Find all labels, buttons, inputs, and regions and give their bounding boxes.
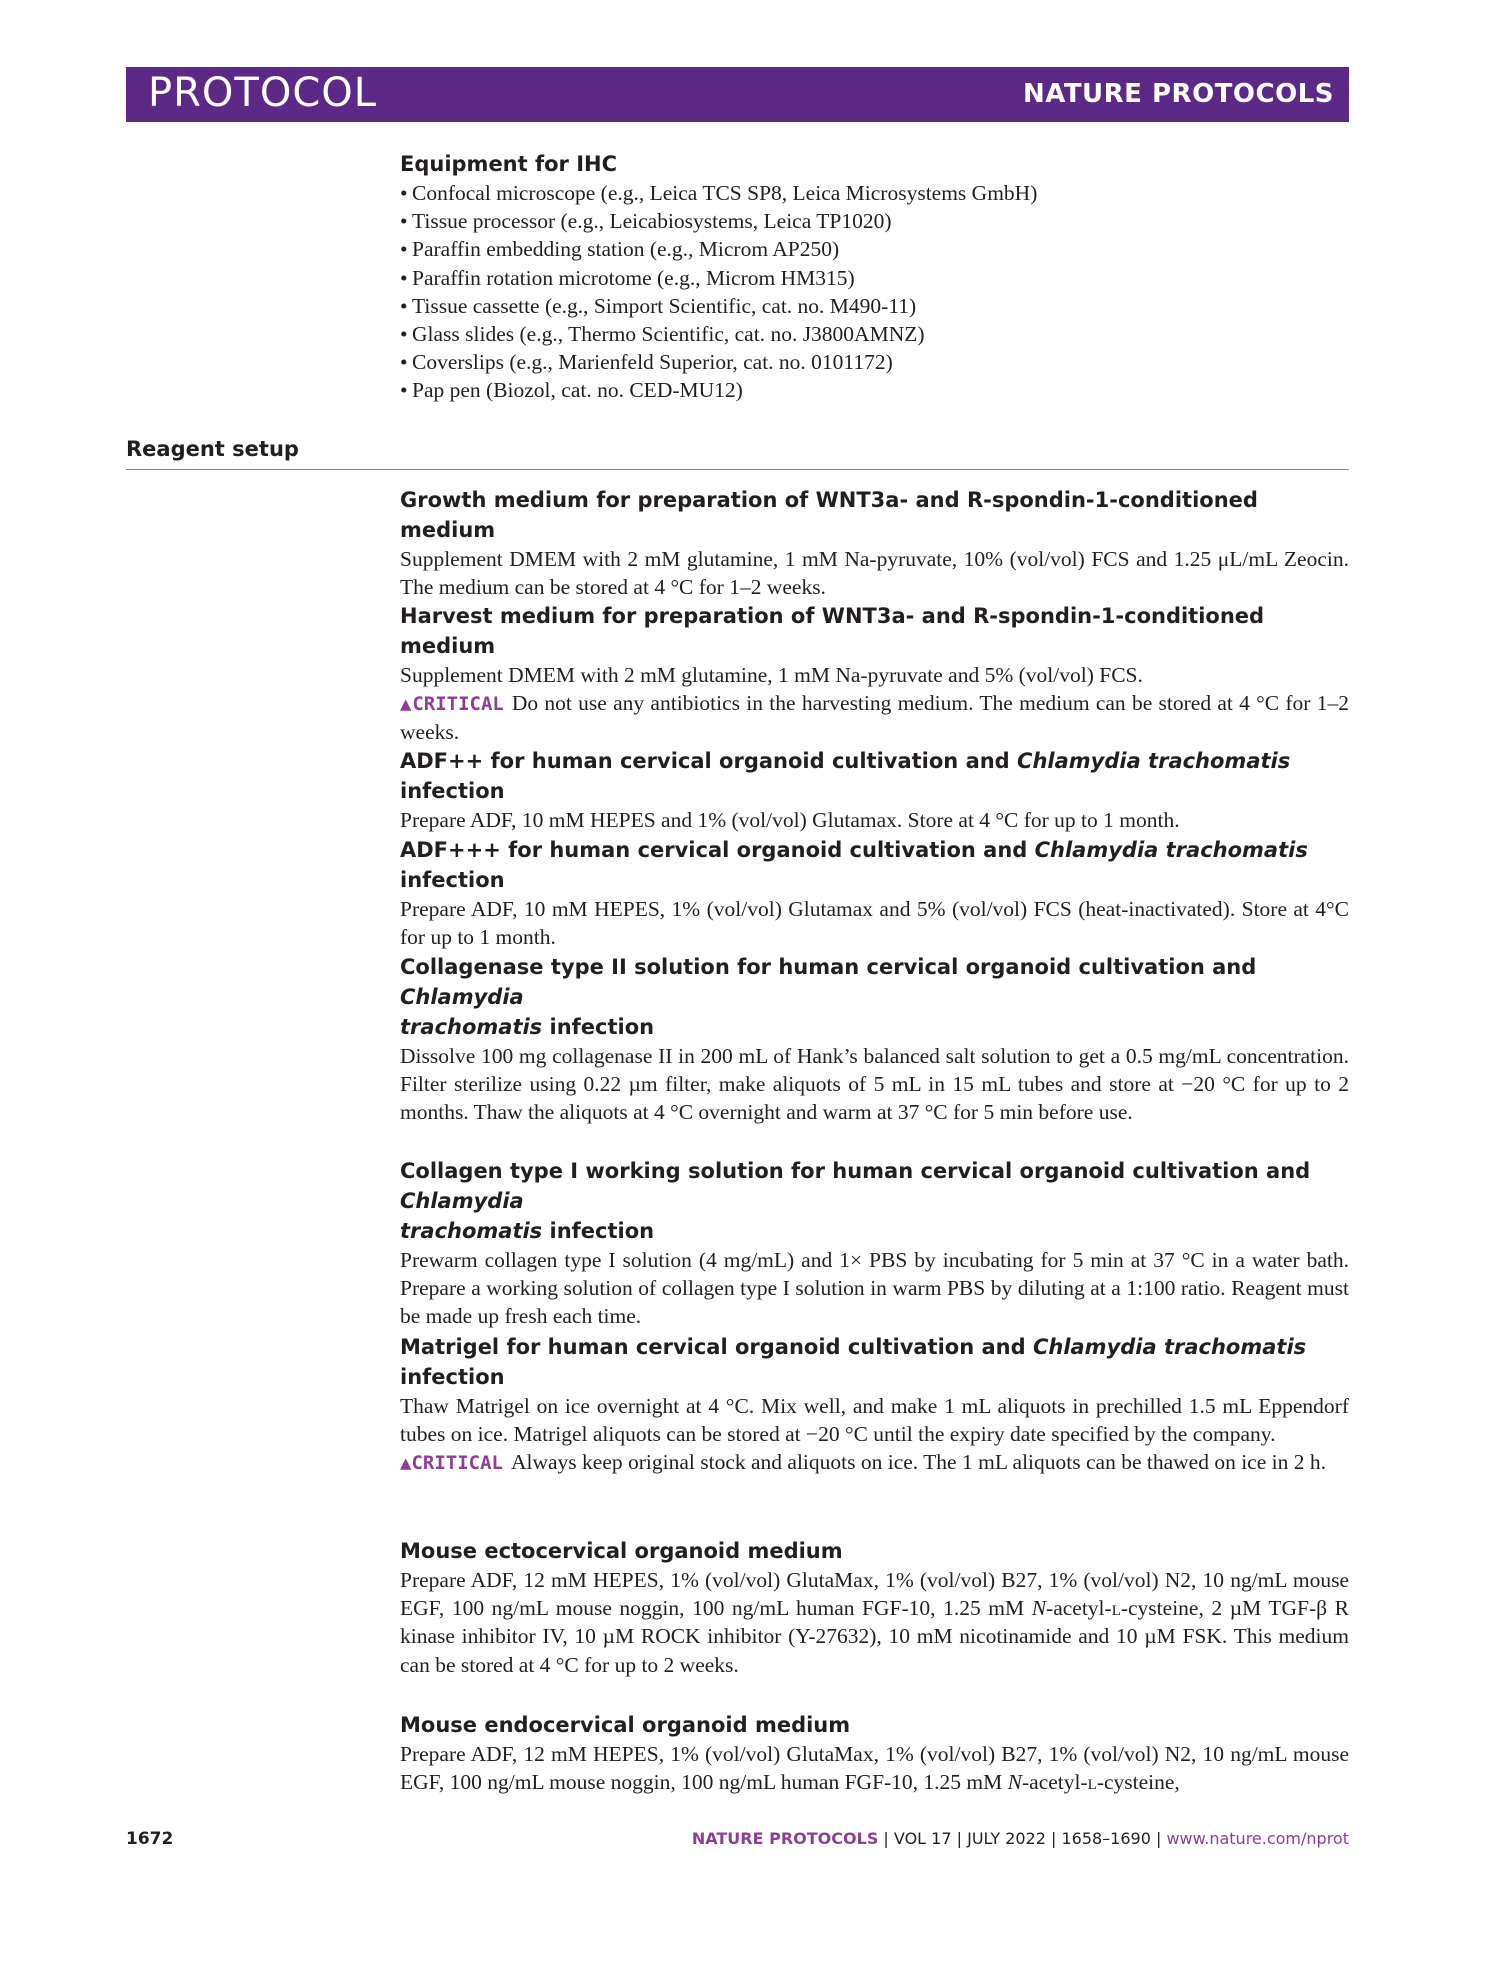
matrigel-text: Thaw Matrigel on ice overnight at 4 °C. Mix well, and make 1 mL aliquots in prechilled 1.5 mL Eppendorf tubes on ice. Matrigel aliquots can be stored at −20 °C until the expiry date specified by the company.: [400, 1394, 1349, 1447]
list-item: • Pap pen (Biozol, cat. no. CED-MU12): [400, 376, 1349, 404]
adf-plus-plus-block: [400, 746, 1349, 834]
list-item: • Tissue cassette (e.g., Simport Scientific, cat. no. M490-11): [400, 292, 1349, 320]
bullet-icon: •: [400, 265, 408, 290]
equipment-heading: Equipment for IHC: [400, 152, 618, 176]
header-section-label: PROTOCOL: [148, 70, 378, 116]
critical-label: ▲CRITICAL: [400, 693, 504, 716]
section-divider: [126, 469, 1349, 470]
adf-plus-plus-plus-heading: ADF+++ for human cervical organoid cultivation and Chlamydia trachomatis infection: [400, 838, 1308, 892]
list-item: • Coverslips (e.g., Marienfeld Superior, cat. no. 0101172): [400, 348, 1349, 376]
critical-label: ▲CRITICAL: [400, 1452, 503, 1475]
growth-medium-heading: Growth medium for preparation of WNT3a- and R-spondin-1-conditioned medium: [400, 488, 1258, 542]
harvest-medium-text: Supplement DMEM with 2 mM glutamine, 1 mM Na-pyruvate and 5% (vol/vol) FCS.: [400, 663, 1143, 687]
footer-url-link[interactable]: www.nature.com/nprot: [1166, 1829, 1349, 1848]
bullet-icon: •: [400, 181, 408, 205]
collagenase-block: [400, 952, 1349, 1127]
harvest-critical-note: ▲CRITICAL Do not use any antibiotics in the harvesting medium. The medium can be stored at 4 °C for 1–2 weeks.: [400, 691, 1349, 745]
adf-plus-plus-text: Prepare ADF, 10 mM HEPES and 1% (vol/vol) Glutamax. Store at 4 °C for up to 1 month.: [400, 808, 1180, 832]
harvest-medium-block: [400, 601, 1349, 747]
adf-plus-plus-heading: ADF++ for human cervical organoid cultivation and Chlamydia trachomatis infection: [400, 749, 1291, 803]
ectocervical-medium-heading: Mouse ectocervical organoid medium: [400, 1539, 843, 1563]
equipment-block: [400, 149, 1349, 405]
collagenase-text: Dissolve 100 mg collagenase II in 200 mL of Hank’s balanced salt solution to get a 0.5 mg/mL concentration. Filter sterilize using 0.22 µm filter, make aliquots of 5 mL in 15 mL tubes and store at −20 °C for up to 2 months. Thaw the aliquots at 4 °C overnight and warm at 37 °C for 5 min before use.: [400, 1044, 1349, 1125]
bullet-icon: •: [400, 322, 408, 347]
reagent-setup-title: Reagent setup: [126, 437, 299, 461]
endocervical-medium-text: Prepare ADF, 12 mM HEPES, 1% (vol/vol) GlutaMax, 1% (vol/vol) B27, 1% (vol/vol) N2, 10 ng/mL mouse EGF, 100 ng/mL mouse noggin, 100 ng/mL human FGF-10, 1.25 mM N-acetyl-l-cysteine,: [400, 1742, 1349, 1795]
collagen-type-i-block: [400, 1156, 1349, 1331]
matrigel-critical-note: ▲CRITICAL Always keep original stock and aliquots on ice. The 1 mL aliquots can be thawed on ice in 2 h.: [400, 1450, 1326, 1475]
footer-volume: VOL 17: [893, 1829, 952, 1848]
footer-date: JULY 2022: [967, 1829, 1046, 1848]
footer-citation: NATURE PROTOCOLS | VOL 17 | JULY 2022 | 1658–1690 | www.nature.com/nprot: [691, 1829, 1349, 1848]
bullet-icon: •: [400, 293, 408, 318]
bullet-icon: •: [400, 237, 408, 262]
adf-plus-plus-plus-block: [400, 835, 1349, 951]
matrigel-block: [400, 1332, 1349, 1478]
growth-medium-text: Supplement DMEM with 2 mM glutamine, 1 mM Na-pyruvate, 10% (vol/vol) FCS and 1.25 μL/mL Zeocin. The medium can be stored at 4 °C for 1–2 weeks.: [400, 547, 1349, 600]
triangle-icon: ▲: [400, 1452, 412, 1475]
header-bar: [126, 67, 1349, 122]
ectocervical-medium-block: [400, 1536, 1349, 1679]
list-item: • Glass slides (e.g., Thermo Scientific, cat. no. J3800AMNZ): [400, 320, 1349, 348]
list-item: • Confocal microscope (e.g., Leica TCS SP8, Leica Microsystems GmbH): [400, 179, 1349, 207]
page-number: 1672: [126, 1829, 174, 1849]
ectocervical-medium-text: Prepare ADF, 12 mM HEPES, 1% (vol/vol) GlutaMax, 1% (vol/vol) B27, 1% (vol/vol) N2, 10 ng/mL mouse EGF, 100 ng/mL mouse noggin, 100 ng/mL human FGF-10, 1.25 mM N-acetyl-l-cysteine, 2 µM TGF-β R kinase inhibitor IV, 10 µM ROCK inhibitor (Y-27632), 10 mM nicotinamide and 10 µM FSK. This medium can be stored at 4 °C for up to 2 weeks.: [400, 1568, 1349, 1677]
equipment-list: [400, 179, 1349, 405]
growth-medium-block: [400, 485, 1349, 601]
footer-journal: NATURE PROTOCOLS: [691, 1829, 879, 1848]
matrigel-heading: Matrigel for human cervical organoid cultivation and Chlamydia trachomatis infection: [400, 1335, 1307, 1389]
list-item: • Paraffin rotation microtome (e.g., Microm HM315): [400, 264, 1349, 292]
harvest-medium-heading: Harvest medium for preparation of WNT3a- and R-spondin-1-conditioned medium: [400, 604, 1265, 658]
triangle-icon: ▲: [400, 693, 413, 716]
endocervical-medium-block: [400, 1710, 1349, 1796]
adf-plus-plus-plus-text: Prepare ADF, 10 mM HEPES, 1% (vol/vol) Glutamax and 5% (vol/vol) FCS (heat-inactivated). Store at 4°C for up to 1 month.: [400, 897, 1349, 950]
header-journal-name: NATURE PROTOCOLS: [1022, 79, 1334, 109]
list-item: • Paraffin embedding station (e.g., Microm AP250): [400, 235, 1349, 263]
collagenase-heading: Collagenase type II solution for human cervical organoid cultivation and Chlamydia trachomatis infection: [400, 955, 1257, 1039]
bullet-icon: •: [400, 350, 408, 375]
footer-pages: 1658–1690: [1061, 1829, 1151, 1848]
list-item: • Tissue processor (e.g., Leicabiosystems, Leica TP1020): [400, 207, 1349, 235]
collagen-type-i-heading: Collagen type I working solution for human cervical organoid cultivation and Chlamydia trachomatis infection: [400, 1159, 1311, 1243]
bullet-icon: •: [400, 378, 408, 403]
collagen-type-i-text: Prewarm collagen type I solution (4 mg/mL) and 1× PBS by incubating for 5 min at 37 °C in a water bath. Prepare a working solution of collagen type I solution in warm PBS by diluting at a 1:100 ratio. Reagent must be made up fresh each time.: [400, 1248, 1349, 1329]
bullet-icon: •: [400, 209, 408, 234]
endocervical-medium-heading: Mouse endocervical organoid medium: [400, 1713, 851, 1737]
